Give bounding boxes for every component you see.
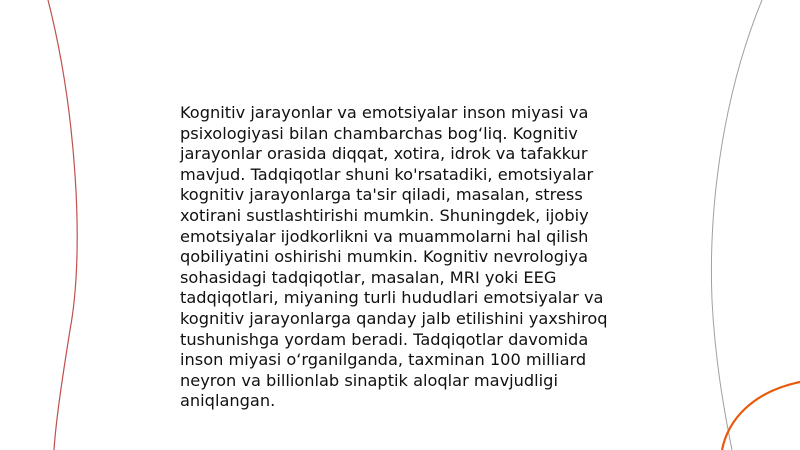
left-decorative-curve <box>48 0 77 450</box>
body-paragraph: Kognitiv jarayonlar va emotsiyalar inson miyasi va psixologiyasi bilan chambarchas bog‘liq. Kognitiv jarayonlar orasida diqqat, xotira, idrok va tafakkur mavjud. Tadqiqotlar shuni ko'rsatadiki, emotsiyalar kognitiv jarayonlarga ta'sir qiladi, masalan, stress xotirani sustlashtirishi mumkin. Shuningdek, ijobiy emotsiyalar ijodkorlikni va muammolarni hal qilish qobiliyatini oshirishi mumkin. Kognitiv nevrologiya sohasidagi tadqiqotlar, masalan, MRI yoki EEG tadqiqotlari, miyaning turli hududlari emotsiyalar va kognitiv jarayonlarga qanday jalb etilishini yaxshiroq tushunishga yordam beradi. Tadqiqotlar davomida inson miyasi o‘rganilganda, taxminan 100 milliard neyron va billionlab sinaptik aloqlar mavjudligi aniqlangan. <box>180 103 608 411</box>
orange-accent-arc <box>722 382 800 450</box>
right-decorative-curve <box>711 0 762 450</box>
